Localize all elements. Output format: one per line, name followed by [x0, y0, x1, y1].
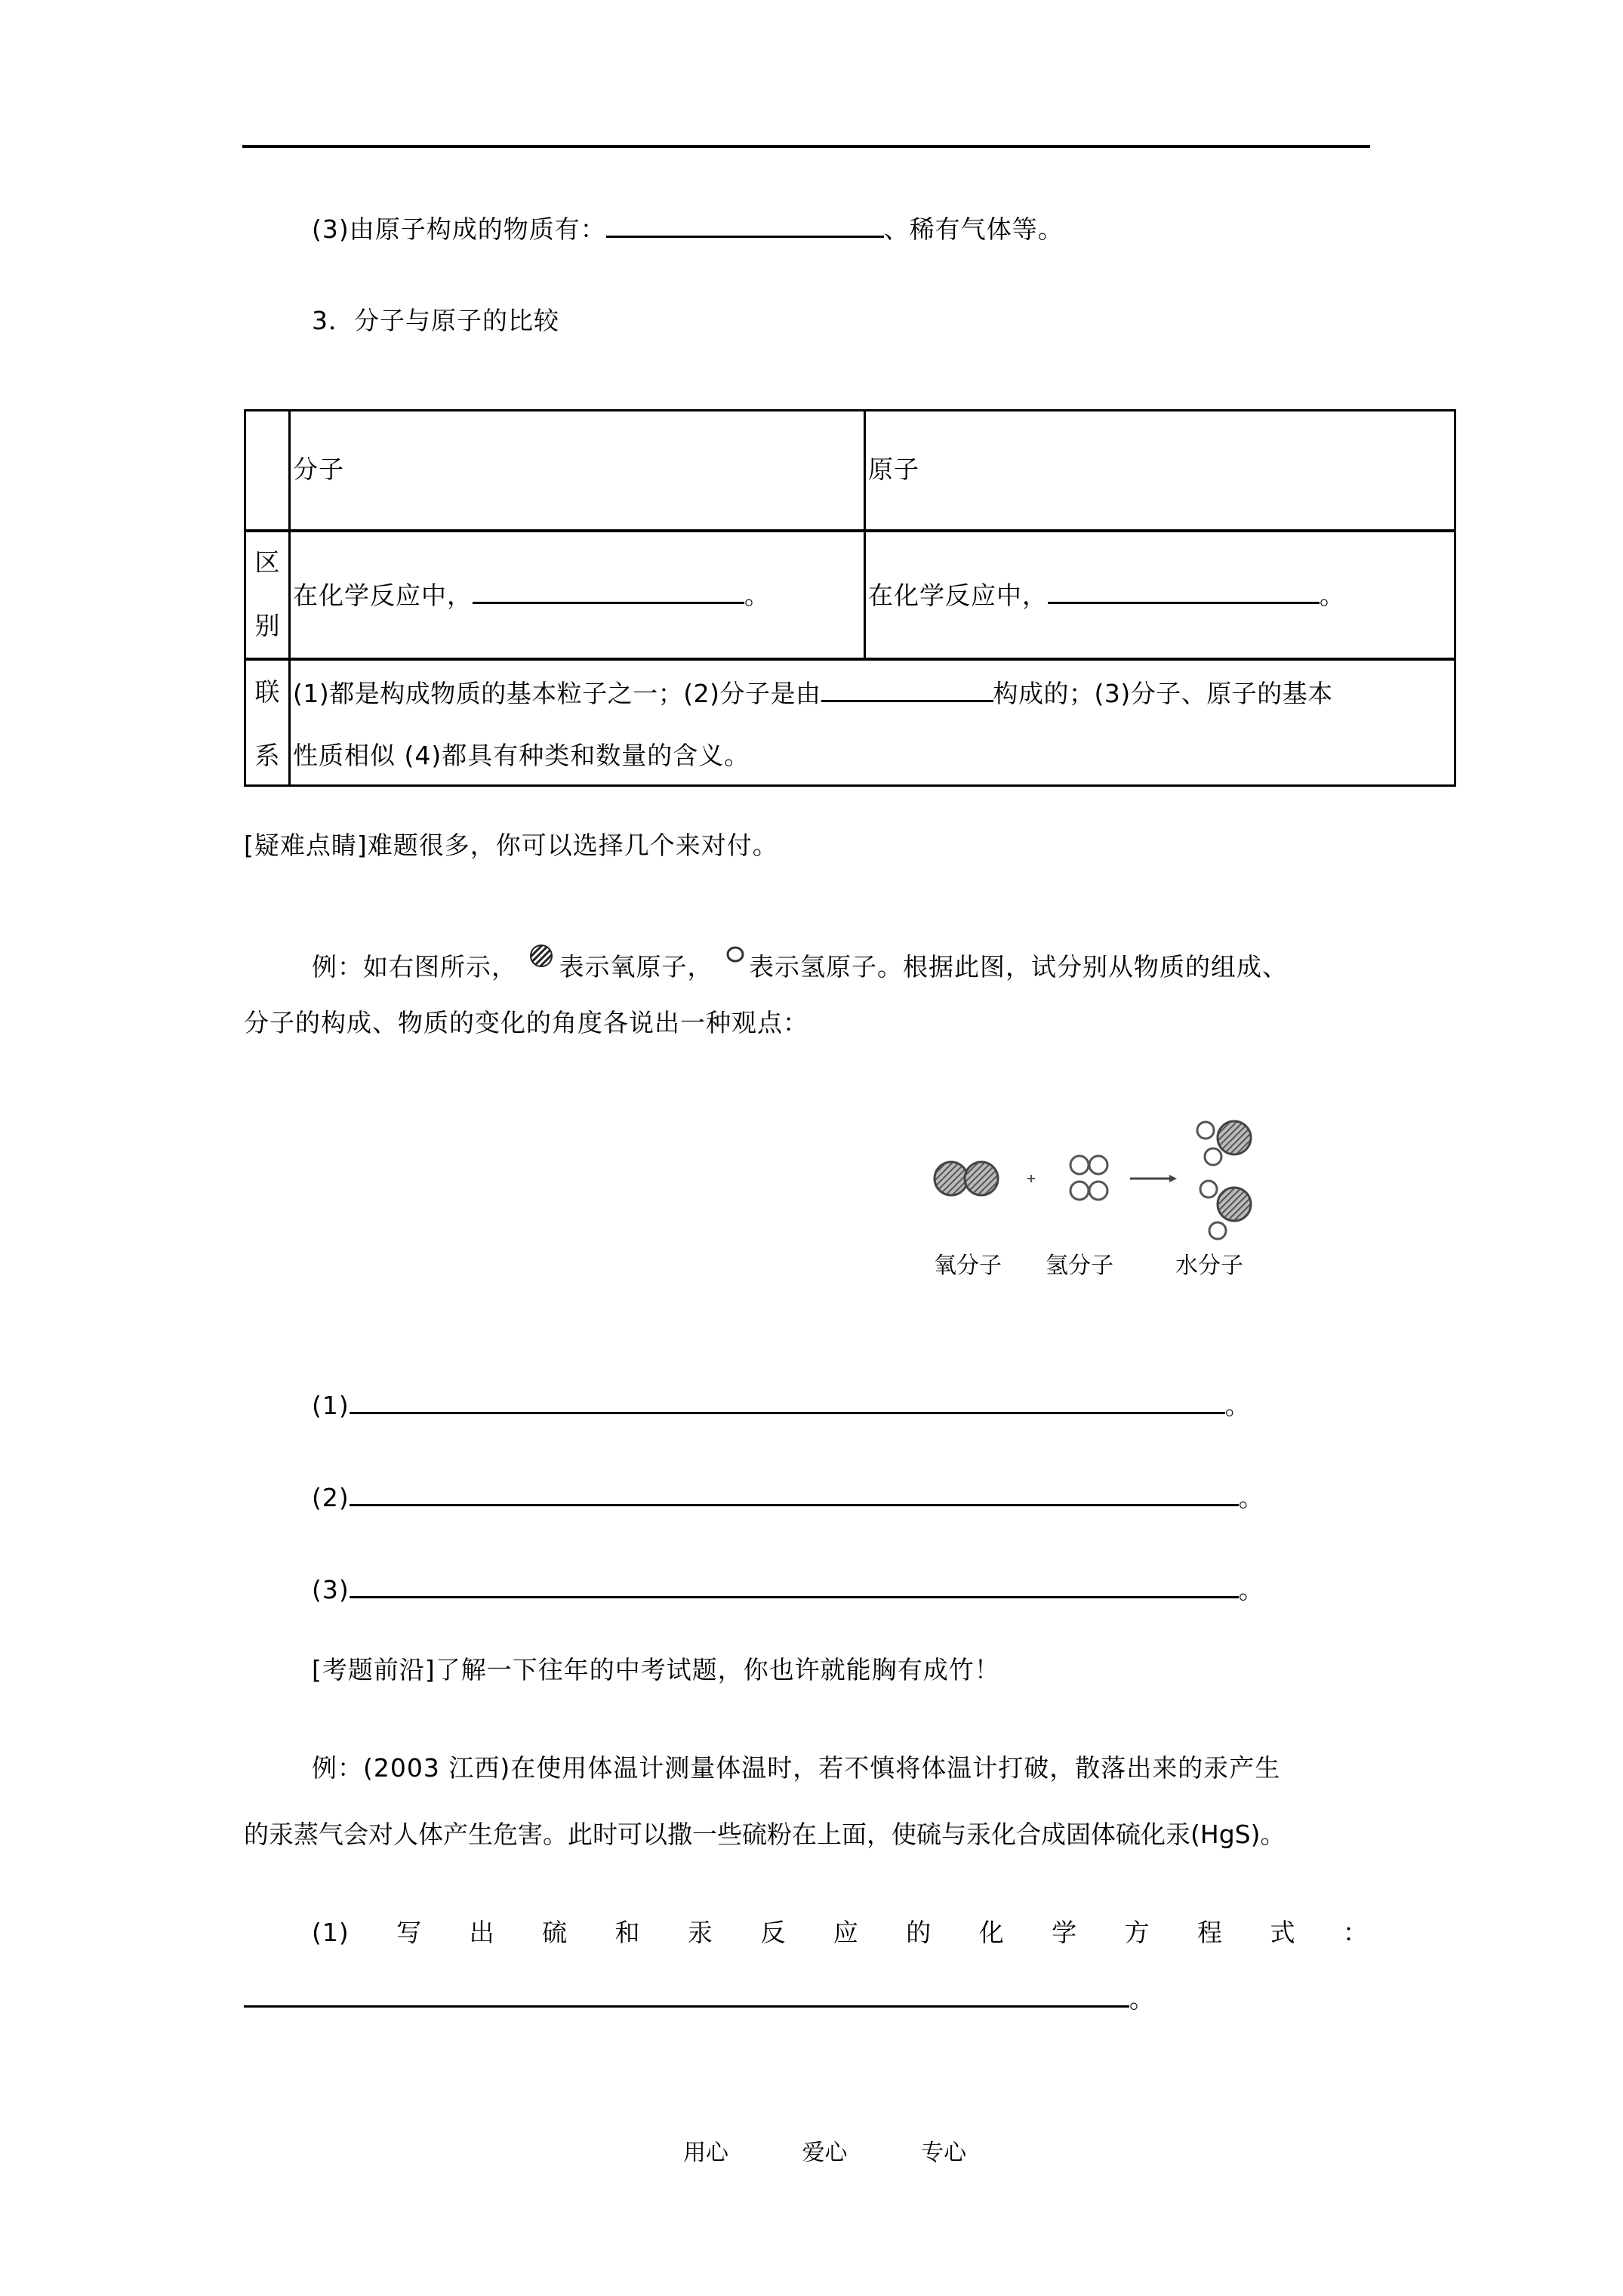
q1-char: 化 — [978, 1918, 1005, 1947]
q1-char: 式 — [1270, 1918, 1296, 1947]
answer-3 — [312, 1573, 1264, 1605]
table-vline-mid — [864, 411, 866, 661]
difference-atom — [868, 579, 1345, 611]
answer-label: (3) — [312, 1575, 350, 1604]
answer-label: (1) — [312, 1391, 350, 1420]
exam-example-line-2: 的汞蒸气会对人体产生危害。此时可以撒一些硫粉在上面，使硫与汞化合成固体硫化汞(HgS)。 — [244, 1820, 1286, 1849]
difference-molecule-blank[interactable] — [473, 579, 744, 604]
q1-char: 反 — [760, 1918, 787, 1947]
exam-example-line-1: 例：(2003 江西)在使用体温计测量体温时，若不慎将体温计打破，散落出来的汞产生 — [312, 1753, 1281, 1783]
period: 。 — [1238, 1575, 1264, 1604]
period: 。 — [1129, 1984, 1155, 2014]
water-molecule-2 — [1200, 1181, 1251, 1239]
answer-1-blank[interactable] — [350, 1389, 1225, 1414]
table-vline-label — [288, 411, 291, 784]
period: 。 — [1320, 581, 1345, 610]
answer-label: (2) — [312, 1483, 350, 1512]
item3-blank[interactable] — [606, 213, 884, 238]
header-atom: 原子 — [868, 455, 919, 484]
answer-1 — [312, 1389, 1251, 1421]
difference-molecule — [293, 579, 770, 611]
relation-line-2: 性质相似 (4)都具有种类和数量的含义。 — [293, 741, 750, 770]
q1-char: 出 — [469, 1918, 495, 1947]
hatched-circle-icon — [529, 944, 556, 977]
row-label-relation — [246, 677, 288, 771]
footer-item: 用心 — [683, 2140, 728, 2166]
example-part3: 表示氢原子。根据此图，试分别从物质的组成、 — [749, 952, 1288, 982]
difference-atom-prefix: 在化学反应中， — [868, 581, 1048, 610]
q1-char: 汞 — [687, 1918, 713, 1947]
period: 。 — [1224, 1391, 1251, 1420]
difficulty-example-line-2: 分子的构成、物质的变化的角度各说出一种观点： — [244, 1008, 808, 1037]
q1-char: 硫 — [542, 1918, 568, 1947]
oxygen-molecule — [935, 1162, 998, 1195]
period: 。 — [744, 581, 770, 610]
exam-heading: [考题前沿]了解一下往年的中考试题，你也许就能胸有成竹！ — [312, 1655, 1000, 1684]
hollow-circle-icon — [725, 944, 746, 977]
difference-molecule-prefix: 在化学反应中， — [293, 581, 473, 610]
table-hline-2 — [246, 658, 1454, 661]
item3-line — [312, 213, 1064, 245]
q1-char: ： — [1342, 1918, 1369, 1947]
water-molecule-1 — [1197, 1121, 1251, 1165]
difficulty-example-line-1 — [312, 944, 1288, 982]
label-char: 系 — [254, 741, 280, 770]
plus-sign — [1027, 1175, 1035, 1182]
item3-suffix: 、稀有气体等。 — [883, 214, 1064, 244]
difference-atom-blank[interactable] — [1048, 579, 1320, 604]
item3-prefix: (3)由原子构成的物质有： — [312, 214, 606, 244]
footer-item: 专心 — [921, 2140, 967, 2166]
q1-char: 方 — [1124, 1918, 1150, 1947]
footer-item: 爱心 — [802, 2140, 848, 2166]
hydrogen-molecules — [1070, 1156, 1107, 1200]
example-part1: 例：如右图所示， — [312, 952, 517, 982]
period: 。 — [1238, 1483, 1264, 1512]
q1-char: 应 — [833, 1918, 859, 1947]
section3-title: 3．分子与原子的比较 — [312, 306, 559, 335]
label-char: 区 — [254, 547, 280, 577]
difficulty-heading: [疑难点睛]难题很多，你可以选择几个来对付。 — [244, 831, 778, 860]
exam-q1-blank[interactable] — [244, 1983, 1129, 2008]
q1-char: 写 — [396, 1918, 423, 1947]
relation-line-1 — [293, 677, 1333, 709]
q1-char: 程 — [1197, 1918, 1223, 1947]
q1-char: 学 — [1052, 1918, 1078, 1947]
exam-q1-answer — [244, 1983, 1155, 2014]
comparison-table — [244, 409, 1456, 787]
label-hydrogen-molecule: 氢分子 — [1046, 1253, 1113, 1279]
table-hline-1 — [246, 529, 1454, 532]
label-water-molecule: 水分子 — [1175, 1253, 1243, 1279]
reaction-svg — [925, 1106, 1295, 1242]
row-label-difference — [246, 547, 288, 641]
reaction-arrow — [1130, 1175, 1177, 1182]
answer-2 — [312, 1481, 1264, 1513]
example-part2: 表示氧原子， — [559, 952, 713, 982]
label-char: 别 — [254, 611, 280, 640]
q1-char: 的 — [906, 1918, 932, 1947]
relation-blank[interactable] — [821, 677, 993, 702]
header-molecule: 分子 — [293, 455, 344, 484]
relation-prefix: (1)都是构成物质的基本粒子之一；(2)分子是由 — [293, 679, 821, 708]
exam-q1-line — [312, 1918, 1369, 1948]
label-char: 联 — [254, 677, 280, 707]
answer-2-blank[interactable] — [350, 1481, 1239, 1506]
reaction-diagram — [925, 1106, 1295, 1280]
page-footer — [683, 2134, 1033, 2167]
q1-label: (1) — [312, 1918, 350, 1947]
answer-3-blank[interactable] — [350, 1573, 1239, 1598]
q1-char: 和 — [614, 1918, 641, 1947]
label-oxygen-molecule: 氧分子 — [934, 1253, 1002, 1279]
relation-suffix: 构成的；(3)分子、原子的基本 — [993, 679, 1333, 708]
header-rule — [242, 145, 1370, 148]
